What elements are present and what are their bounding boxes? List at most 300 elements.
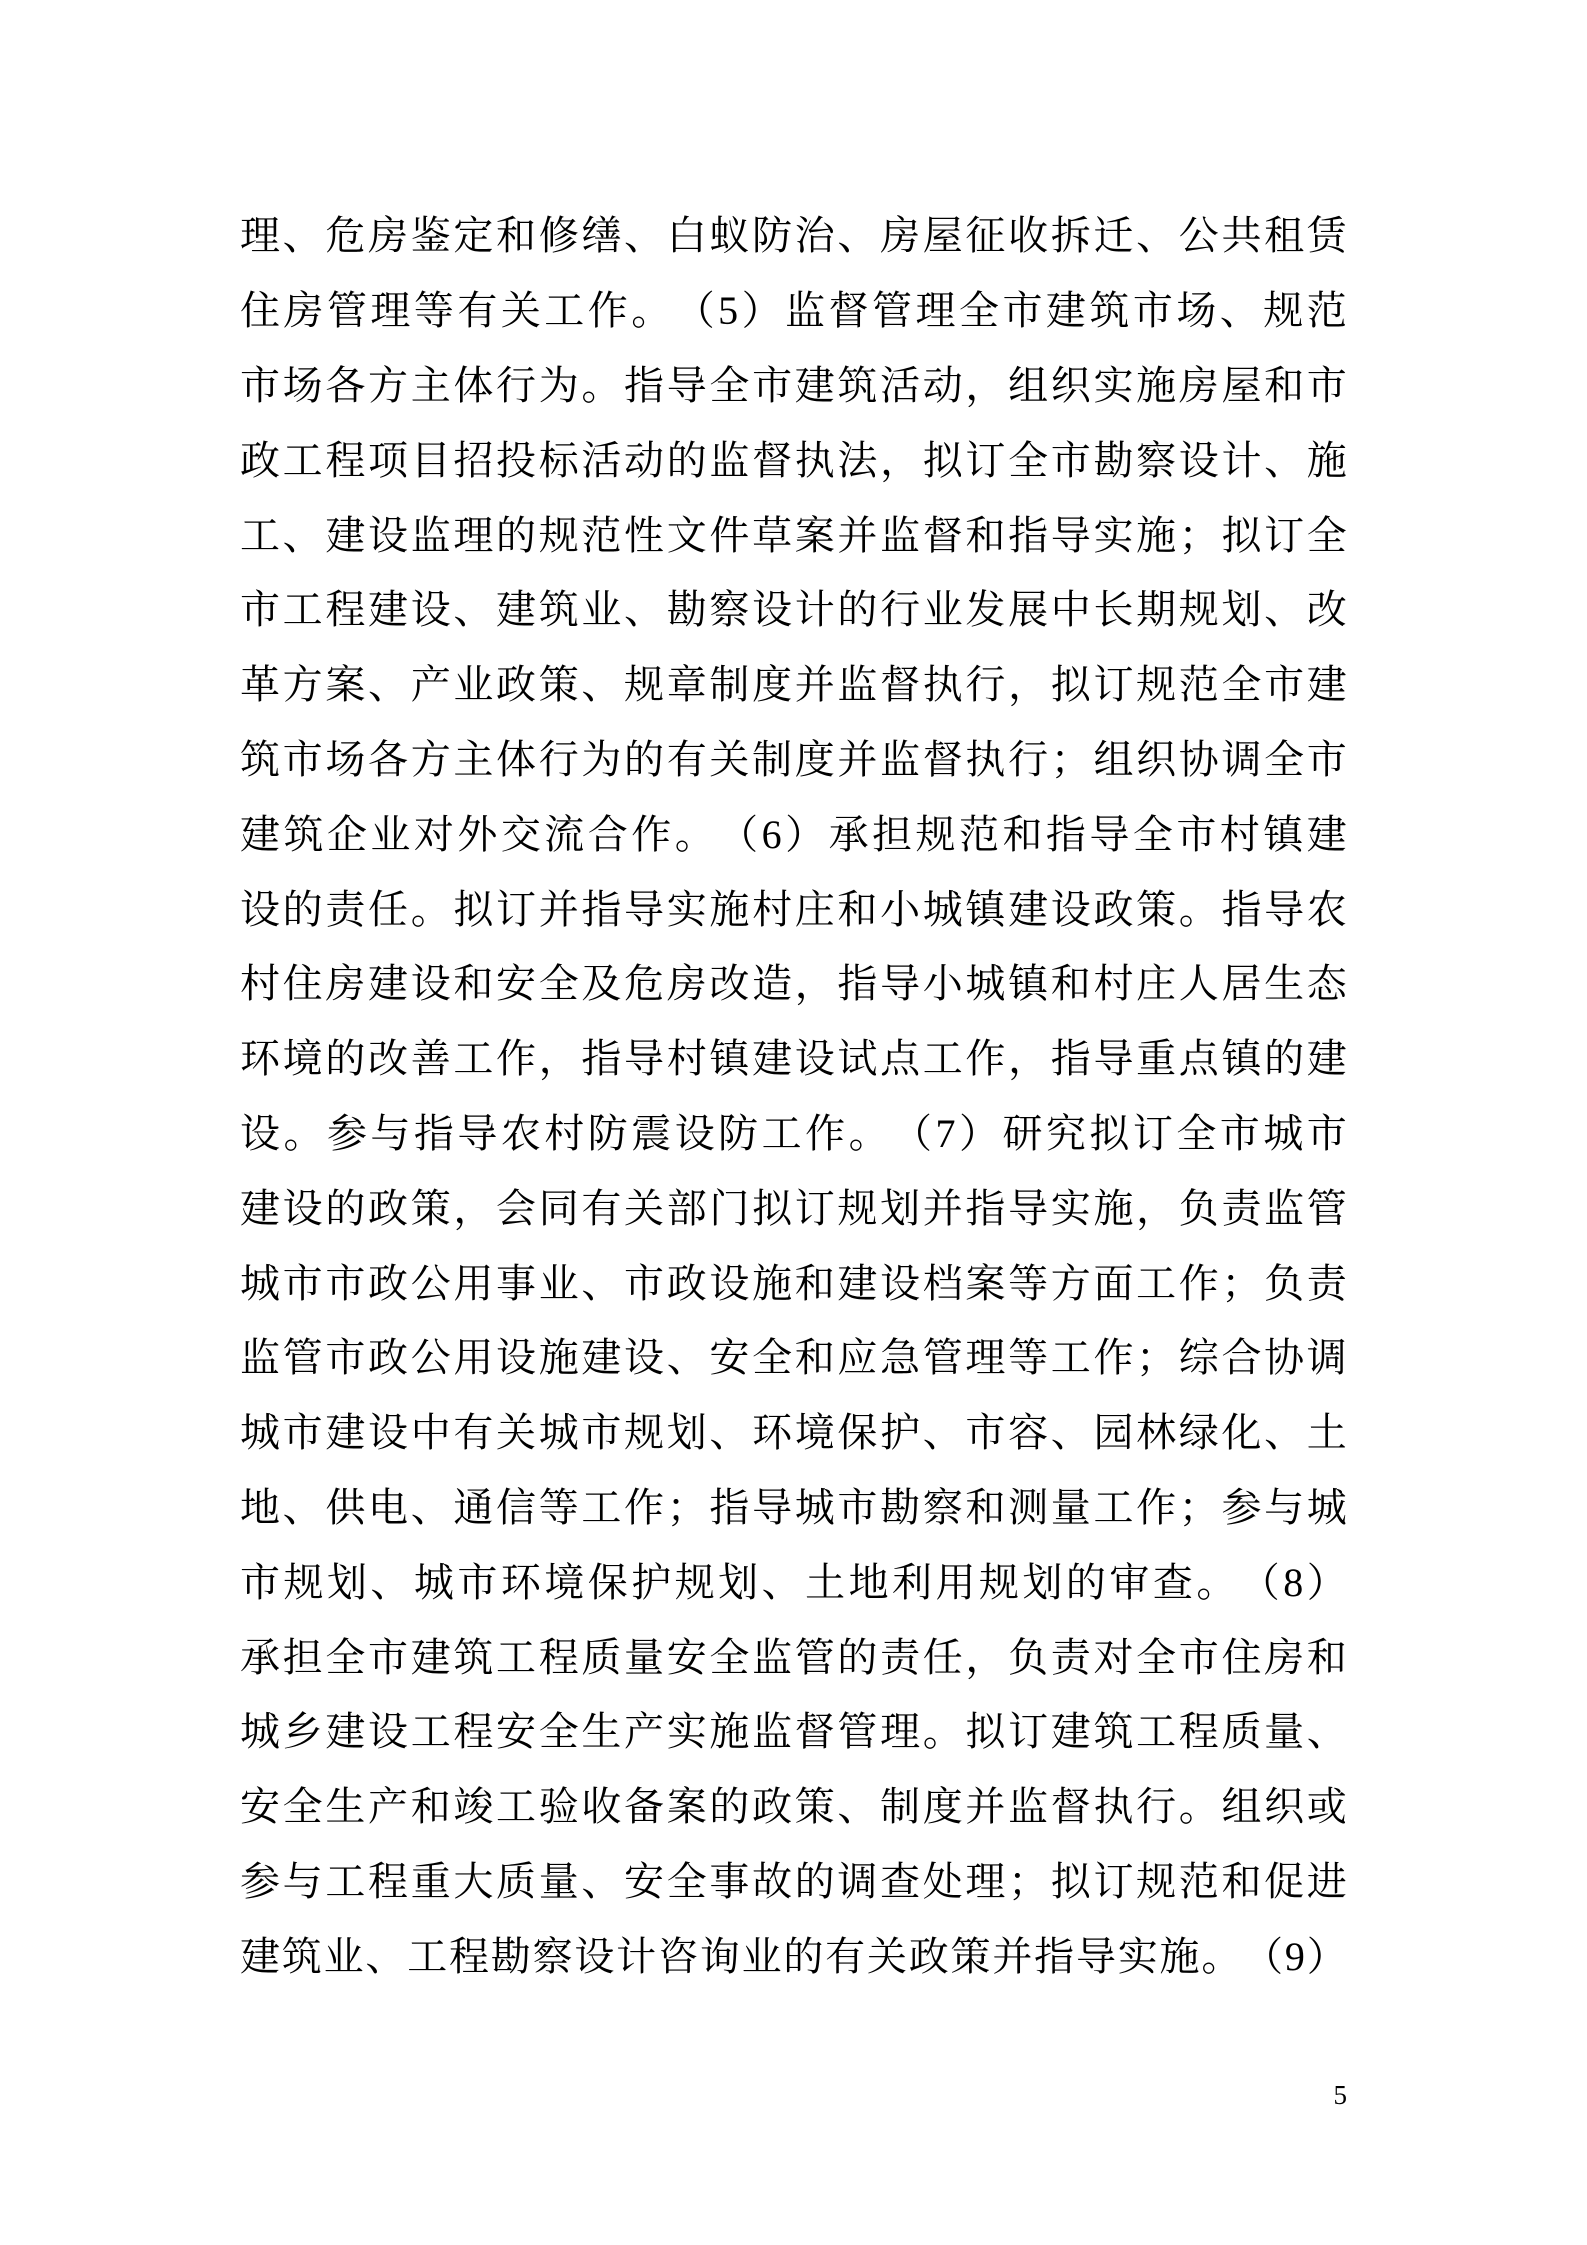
char: 建 xyxy=(325,1709,366,1755)
char: 建 xyxy=(1050,1709,1091,1755)
char: 各 xyxy=(368,736,409,782)
char: 设 xyxy=(368,1709,409,1755)
char: 政 xyxy=(368,1185,409,1231)
char: 案 xyxy=(325,662,366,708)
char: 查 xyxy=(880,1858,921,1904)
char: 勘 xyxy=(490,1933,531,1979)
char: 与 xyxy=(282,1858,323,1904)
char: 实 xyxy=(666,1709,707,1755)
char: 修 xyxy=(538,213,579,259)
char: 行 xyxy=(496,362,537,408)
char: 和 xyxy=(496,213,537,259)
char: 住 xyxy=(282,961,323,1007)
char: 房 xyxy=(1178,362,1219,408)
char: 规 xyxy=(837,1185,878,1231)
char: 导 xyxy=(1264,886,1305,932)
char: 保 xyxy=(587,1559,628,1605)
char: 市 xyxy=(1306,736,1347,782)
char: 规 xyxy=(538,512,579,558)
char: 研 xyxy=(1002,1110,1043,1156)
char: 建 xyxy=(368,961,409,1007)
char: 保 xyxy=(837,1410,878,1456)
char: 建 xyxy=(240,811,280,857)
char: 8 xyxy=(1283,1559,1304,1605)
char: 设 xyxy=(282,1185,323,1231)
char: 市 xyxy=(1132,288,1173,334)
char: 验 xyxy=(538,1784,579,1830)
char: 用 xyxy=(453,1335,494,1381)
char: 建 xyxy=(368,587,409,633)
char: 订 xyxy=(1264,512,1305,558)
char: 任 xyxy=(922,1634,963,1680)
char: 动 xyxy=(922,362,963,408)
char: 导 xyxy=(880,961,921,1007)
char: 市 xyxy=(837,1484,878,1530)
char: 城 xyxy=(794,1484,835,1530)
char: 策 xyxy=(1136,886,1177,932)
char: 建 xyxy=(240,1185,280,1231)
text-line-15 xyxy=(240,1246,1347,1321)
char: 管 xyxy=(922,1335,963,1381)
char: 、 xyxy=(709,1410,750,1456)
char: 业 xyxy=(453,662,494,708)
char: 合 xyxy=(587,811,628,857)
char: 全 xyxy=(1176,1110,1217,1156)
char: 设 xyxy=(709,1260,750,1306)
char: 组 xyxy=(1221,1784,1262,1830)
char: 、 xyxy=(624,587,665,633)
char: 政 xyxy=(496,662,537,708)
char: 订 xyxy=(496,886,537,932)
char: 度 xyxy=(794,736,835,782)
char: 方 xyxy=(1050,1260,1091,1306)
char: 质 xyxy=(1221,1709,1262,1755)
char: 规 xyxy=(1136,662,1177,708)
char: 的 xyxy=(837,587,878,633)
char: 及 xyxy=(581,961,622,1007)
char: 与 xyxy=(1264,1484,1305,1530)
char: 城 xyxy=(922,886,963,932)
char: 和 xyxy=(837,886,878,932)
char: 、 xyxy=(1264,437,1305,483)
char: 并 xyxy=(837,736,878,782)
char: 收 xyxy=(1008,213,1049,259)
char: 展 xyxy=(1008,587,1049,633)
char: 组 xyxy=(1093,736,1134,782)
char: 勘 xyxy=(1093,437,1134,483)
char: 拟 xyxy=(1221,512,1262,558)
char: 咨 xyxy=(657,1933,698,1979)
char: 市 xyxy=(282,1260,323,1306)
char: 划 xyxy=(666,1410,707,1456)
char: 导 xyxy=(752,1484,793,1530)
char: 调 xyxy=(1221,736,1262,782)
char: 租 xyxy=(1264,213,1305,259)
char: 政 xyxy=(1093,886,1134,932)
char: 全 xyxy=(325,1634,366,1680)
char: 的 xyxy=(666,437,707,483)
char: 理 xyxy=(915,288,956,334)
char: 管 xyxy=(326,288,367,334)
char: 等 xyxy=(413,288,454,334)
char: 并 xyxy=(922,1185,963,1231)
char: 面 xyxy=(1093,1260,1134,1306)
char: 市 xyxy=(1306,1110,1347,1156)
char: 城 xyxy=(1306,1484,1347,1530)
char: 管 xyxy=(282,1335,323,1381)
char: 应 xyxy=(837,1335,878,1381)
char: 政 xyxy=(368,1260,409,1306)
text-line-18 xyxy=(240,1471,1347,1546)
char: 。 xyxy=(674,811,715,857)
char: 工 xyxy=(240,512,280,558)
char: 程 xyxy=(448,1933,489,1979)
char: 订 xyxy=(965,437,1006,483)
text-line-20 xyxy=(240,1620,1347,1695)
char: 9 xyxy=(1284,1933,1305,1979)
char: 责 xyxy=(1306,1260,1347,1306)
char: 场 xyxy=(282,362,323,408)
char: 和 xyxy=(1264,362,1305,408)
char: 实 xyxy=(1093,512,1134,558)
char: 并 xyxy=(965,1784,1006,1830)
char: 工 xyxy=(453,1036,494,1082)
char: 设 xyxy=(1178,437,1219,483)
text-line-23 xyxy=(240,1845,1347,1920)
text-line-16 xyxy=(240,1321,1347,1396)
char: 城 xyxy=(240,1260,280,1306)
char: 监 xyxy=(880,512,921,558)
char: 、 xyxy=(581,662,622,708)
char: 市 xyxy=(1176,811,1217,857)
char: 工 xyxy=(496,1784,537,1830)
char: 房 xyxy=(880,213,921,259)
char: 规 xyxy=(283,1559,324,1605)
char: 和 xyxy=(1221,1858,1262,1904)
char: 工 xyxy=(922,1036,963,1082)
char: 缮 xyxy=(581,213,622,259)
char: 作 xyxy=(965,1036,1006,1082)
char: 村 xyxy=(240,961,280,1007)
char: ） xyxy=(1306,1559,1347,1605)
char: 导 xyxy=(1093,1036,1134,1082)
char: 园 xyxy=(1093,1410,1134,1456)
char: 程 xyxy=(538,1634,579,1680)
char: 划 xyxy=(1022,1559,1063,1605)
char: 长 xyxy=(1093,587,1134,633)
char: 人 xyxy=(1178,961,1219,1007)
text-line-4 xyxy=(240,423,1347,498)
char: 监 xyxy=(785,288,826,334)
char: 用 xyxy=(453,1260,494,1306)
char: 质 xyxy=(581,1634,622,1680)
char: 导 xyxy=(1089,811,1130,857)
char: 小 xyxy=(922,961,963,1007)
char: 。 xyxy=(1201,1933,1242,1979)
char: 策 xyxy=(410,1185,451,1231)
char: 督 xyxy=(922,512,963,558)
char: 执 xyxy=(922,662,963,708)
char: 安 xyxy=(666,1634,707,1680)
char: 行 xyxy=(1136,1784,1177,1830)
char: 态 xyxy=(1306,961,1347,1007)
char: 全 xyxy=(1008,437,1049,483)
char: 、 xyxy=(837,1784,878,1830)
char: 管 xyxy=(1306,1185,1347,1231)
char: 量 xyxy=(1050,1484,1091,1530)
char: 程 xyxy=(368,1858,409,1904)
char: 案 xyxy=(965,1260,1006,1306)
char: 担 xyxy=(282,1634,323,1680)
char: 环 xyxy=(500,1559,541,1605)
char: 程 xyxy=(325,587,366,633)
text-line-9 xyxy=(240,797,1347,872)
char: 境 xyxy=(544,1559,585,1605)
char: 。 xyxy=(631,288,672,334)
char: 指 xyxy=(581,1036,622,1082)
char: 指 xyxy=(709,1484,750,1530)
char: 建 xyxy=(581,1335,622,1381)
char: 施 xyxy=(1136,512,1177,558)
char: 重 xyxy=(1136,1036,1177,1082)
char: 规 xyxy=(1178,587,1219,633)
text-line-11 xyxy=(240,947,1347,1022)
char: 竣 xyxy=(453,1784,494,1830)
char: 筑 xyxy=(1093,1709,1134,1755)
char: 活 xyxy=(880,362,921,408)
char: 、 xyxy=(761,1559,802,1605)
char: 或 xyxy=(1306,1784,1347,1830)
char: 活 xyxy=(581,437,622,483)
char: 任 xyxy=(368,886,409,932)
char: ； xyxy=(1221,1260,1262,1306)
char: 工 xyxy=(1136,1260,1177,1306)
char: 门 xyxy=(709,1185,750,1231)
char: 事 xyxy=(496,1260,537,1306)
char: 督 xyxy=(922,736,963,782)
char: 织 xyxy=(1264,1784,1305,1830)
char: 文 xyxy=(666,512,707,558)
char: （ xyxy=(892,1110,933,1156)
char: 制 xyxy=(880,1784,921,1830)
char: 、 xyxy=(368,662,409,708)
char: 境 xyxy=(282,1036,323,1082)
char: 城 xyxy=(1263,1110,1304,1156)
char: 作 xyxy=(631,811,672,857)
char: 的 xyxy=(282,886,323,932)
char: 审 xyxy=(1109,1559,1150,1605)
char: 行 xyxy=(538,736,579,782)
char: 政 xyxy=(752,1784,793,1830)
char: 地 xyxy=(240,1484,280,1530)
char: 建 xyxy=(410,1634,451,1680)
char: 。 xyxy=(848,1110,889,1156)
char: 、 xyxy=(282,1484,323,1530)
char: 、 xyxy=(581,1858,622,1904)
char: 、 xyxy=(1306,1709,1347,1755)
char: 拟 xyxy=(1089,1110,1130,1156)
char: 交 xyxy=(500,811,541,857)
char: 生 xyxy=(581,1709,622,1755)
char: 管 xyxy=(837,1709,878,1755)
char: 业 xyxy=(922,587,963,633)
char: 治 xyxy=(794,213,835,259)
char: 监 xyxy=(880,736,921,782)
char: 量 xyxy=(538,1858,579,1904)
char: （ xyxy=(1239,1559,1280,1605)
char: 、 xyxy=(1136,213,1177,259)
char: 镇 xyxy=(1008,961,1049,1007)
char: 、 xyxy=(581,1260,622,1306)
char: 导 xyxy=(457,1110,498,1156)
char: 项 xyxy=(368,437,409,483)
char: 的 xyxy=(709,1784,750,1830)
char: 综 xyxy=(1178,1335,1219,1381)
char: 设 xyxy=(368,1410,409,1456)
char: 和 xyxy=(794,1335,835,1381)
char: 定 xyxy=(453,213,494,259)
char: 试 xyxy=(837,1036,878,1082)
char: 企 xyxy=(326,811,367,857)
char: 公 xyxy=(410,1260,451,1306)
char: 合 xyxy=(1221,1335,1262,1381)
char: 和 xyxy=(965,1484,1006,1530)
char: 施 xyxy=(538,1335,579,1381)
char: 策 xyxy=(950,1933,991,1979)
char: 指 xyxy=(624,362,665,408)
char: 市 xyxy=(325,1335,366,1381)
char: 施 xyxy=(1136,362,1177,408)
char: 划 xyxy=(880,1185,921,1231)
char: 流 xyxy=(544,811,585,857)
char: 责 xyxy=(325,886,366,932)
char: 造 xyxy=(752,961,793,1007)
char: 会 xyxy=(496,1185,537,1231)
char: 部 xyxy=(666,1185,707,1231)
char: 档 xyxy=(922,1260,963,1306)
char: 施 xyxy=(709,886,750,932)
char: 建 xyxy=(1306,662,1347,708)
char: 居 xyxy=(1221,961,1262,1007)
char: 市 xyxy=(965,1410,1006,1456)
char: 有 xyxy=(825,1933,866,1979)
char: 和 xyxy=(965,512,1006,558)
char: 导 xyxy=(1075,1933,1116,1979)
char: 拟 xyxy=(922,437,963,483)
char: 工 xyxy=(1093,1484,1134,1530)
char: 、 xyxy=(410,1484,451,1530)
char: 关 xyxy=(496,1410,537,1456)
char: 计 xyxy=(616,1933,657,1979)
char: 目 xyxy=(410,437,451,483)
char: 境 xyxy=(794,1410,835,1456)
char: 市 xyxy=(752,362,793,408)
char: 、 xyxy=(666,1335,707,1381)
char: 工 xyxy=(1050,1335,1091,1381)
char: 7 xyxy=(935,1110,956,1156)
text-line-21 xyxy=(240,1695,1347,1770)
char: 有 xyxy=(457,288,498,334)
char: 安 xyxy=(496,1709,537,1755)
text-line-22 xyxy=(240,1770,1347,1845)
char: 产 xyxy=(624,1709,665,1755)
char: 监 xyxy=(752,1709,793,1755)
char: 市 xyxy=(282,1410,323,1456)
char: 建 xyxy=(837,1260,878,1306)
char: 筑 xyxy=(1089,288,1130,334)
char: 负 xyxy=(1264,1260,1305,1306)
char: 察 xyxy=(1136,437,1177,483)
char: 究 xyxy=(1045,1110,1086,1156)
char: 导 xyxy=(624,886,665,932)
char: 体 xyxy=(453,362,494,408)
char: 管 xyxy=(794,1634,835,1680)
char: 标 xyxy=(538,437,579,483)
char: 信 xyxy=(496,1484,537,1530)
char: 外 xyxy=(457,811,498,857)
char: 共 xyxy=(1221,213,1262,259)
char: 全 xyxy=(282,1784,323,1830)
char: ， xyxy=(538,1036,579,1082)
char: 防 xyxy=(752,213,793,259)
char: 迁 xyxy=(1093,213,1134,259)
char: （ xyxy=(718,811,759,857)
char: 草 xyxy=(752,512,793,558)
char: 拟 xyxy=(965,1709,1006,1755)
char: 筑 xyxy=(283,811,324,857)
char: （ xyxy=(674,288,715,334)
char: 屋 xyxy=(922,213,963,259)
char: 市 xyxy=(240,587,280,633)
char: 镇 xyxy=(1221,1036,1262,1082)
char: 行 xyxy=(1008,736,1049,782)
char: 绿 xyxy=(1178,1410,1219,1456)
char: 市 xyxy=(581,1410,622,1456)
char: 责 xyxy=(1221,1185,1262,1231)
char: 范 xyxy=(581,512,622,558)
char: 规 xyxy=(624,1410,665,1456)
char: 实 xyxy=(1050,1185,1091,1231)
char: 全 xyxy=(1136,1634,1177,1680)
char: 化 xyxy=(1221,1410,1262,1456)
char: 理 xyxy=(965,1858,1006,1904)
char: 施 xyxy=(1306,437,1347,483)
char: 拟 xyxy=(453,886,494,932)
char: 对 xyxy=(413,811,454,857)
char: 关 xyxy=(500,288,541,334)
char: 执 xyxy=(794,437,835,483)
char: 、 xyxy=(282,213,323,259)
char: 城 xyxy=(413,1559,454,1605)
char: 市 xyxy=(1178,1634,1219,1680)
char: 容 xyxy=(1008,1410,1049,1456)
char: 。 xyxy=(283,1110,324,1156)
char: 设 xyxy=(368,512,409,558)
char: 导 xyxy=(666,362,707,408)
char: 法 xyxy=(837,437,878,483)
char: 监 xyxy=(1008,1784,1049,1830)
char: 5 xyxy=(718,288,739,334)
char: 设 xyxy=(674,1110,715,1156)
char: 件 xyxy=(709,512,750,558)
char: 督 xyxy=(794,1709,835,1755)
char: 市 xyxy=(1002,288,1043,334)
char: 点 xyxy=(880,1036,921,1082)
char: 场 xyxy=(1176,288,1217,334)
char: 筑 xyxy=(538,587,579,633)
char: 业 xyxy=(581,587,622,633)
char: 征 xyxy=(965,213,1006,259)
